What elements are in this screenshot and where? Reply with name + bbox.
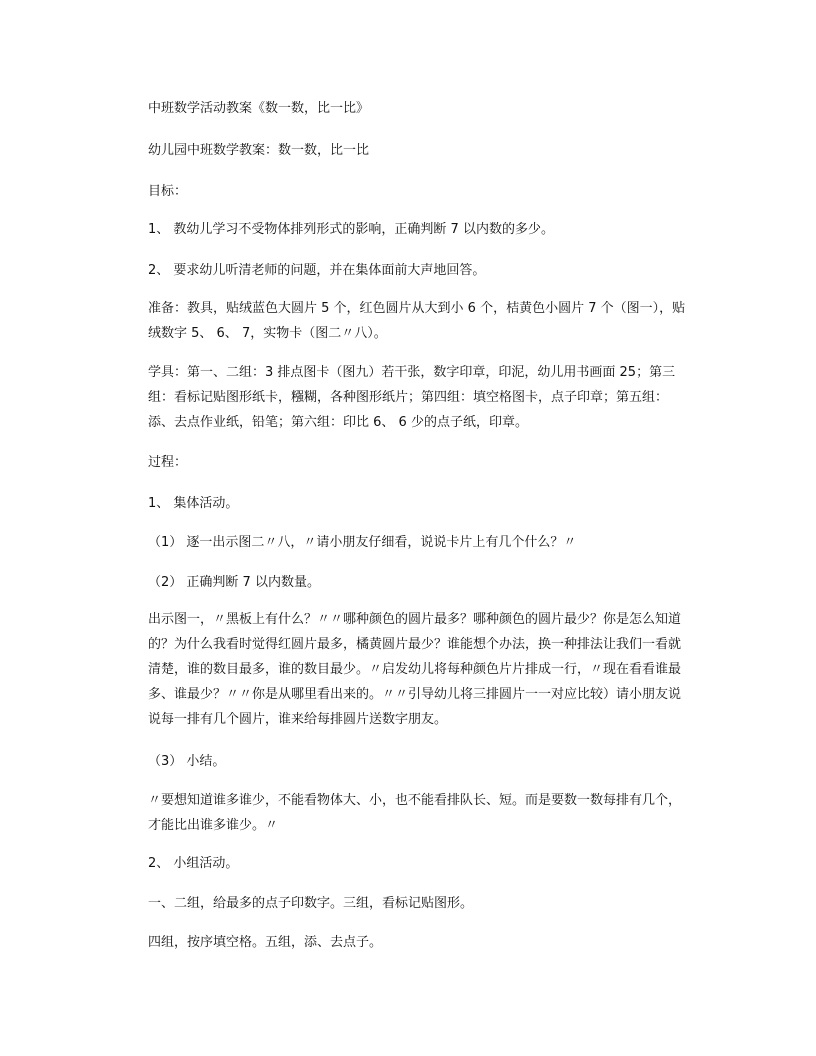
step-2-item: 一、二组，给最多的点子印数字。三组，看标记贴图形。 <box>148 896 474 911</box>
document-subtitle: 幼儿园中班数学教案：数一数，比一比 <box>148 143 370 158</box>
step-1-heading: 1、 集体活动。 <box>148 496 239 511</box>
process-heading: 过程： <box>148 455 188 470</box>
goal-item: 1、 教幼儿学习不受物体排列形式的影响，正确判断 7 以内数的多少。 <box>148 222 554 237</box>
goal-heading: 目标： <box>148 184 188 199</box>
step-1-paragraph: 出示图一，〃黑板上有什么？〃〃哪种颜色的圆片最多？哪种颜色的圆片最少？你是怎么知道的？为什么我看时觉得红圆片最多，橘黄圆片最少？谁能想个办法，换一种排法让我们一看就清楚，谁的数目最多，谁的数目最少。〃启发幼儿将每种颜色片片排成一行，〃现在看看谁最多、谁最少？〃〃你是从哪里看出来的。〃〃引导幼儿将三排圆片一一对应比较）请小朋友说说每一排有几个圆片，谁来给每排圆片送数字朋友。 <box>148 612 682 727</box>
document-title: 中班数学活动教案《数一数，比一比》 <box>148 101 370 116</box>
prep-teacher-paragraph: 准备：教具，贴绒蓝色大圆片 5 个，红色圆片从大到小 6 个，桔黄色小圆片 7 个（图一），贴绒数字 5、 6、 7，实物卡（图二〃八）。 <box>148 301 686 341</box>
step-1-item: （1） 逐一出示图二〃八，〃请小朋友仔细看，说说卡片上有几个什么？〃 <box>148 535 577 550</box>
prep-student-paragraph: 学具：第一、二组：3 排点图卡（图九）若干张，数字印章，印泥，幼儿用书画面 25；第三组：看标记贴图形纸卡，糨糊，各种图形纸片；第四组：填空格图卡，点子印章；第五组：添、去点作业纸，铅笔；第六组：印比 6、 6 少的点子纸，印章。 <box>148 365 676 430</box>
summary-paragraph: 〃要想知道谁多谁少，不能看物体大、小，也不能看排队长、短。而是要数一数每排有几个，才能比出谁多谁少。〃 <box>148 793 682 833</box>
step-2-item: 四组，按序填空格。五组，添、去点子。 <box>148 935 383 950</box>
step-2-heading: 2、 小组活动。 <box>148 856 239 871</box>
step-1-item: （3） 小结。 <box>148 754 226 769</box>
step-1-item: （2） 正确判断 7 以内数量。 <box>148 575 320 590</box>
goal-item: 2、 要求幼儿听清老师的问题，并在集体面前大声地回答。 <box>148 263 486 278</box>
